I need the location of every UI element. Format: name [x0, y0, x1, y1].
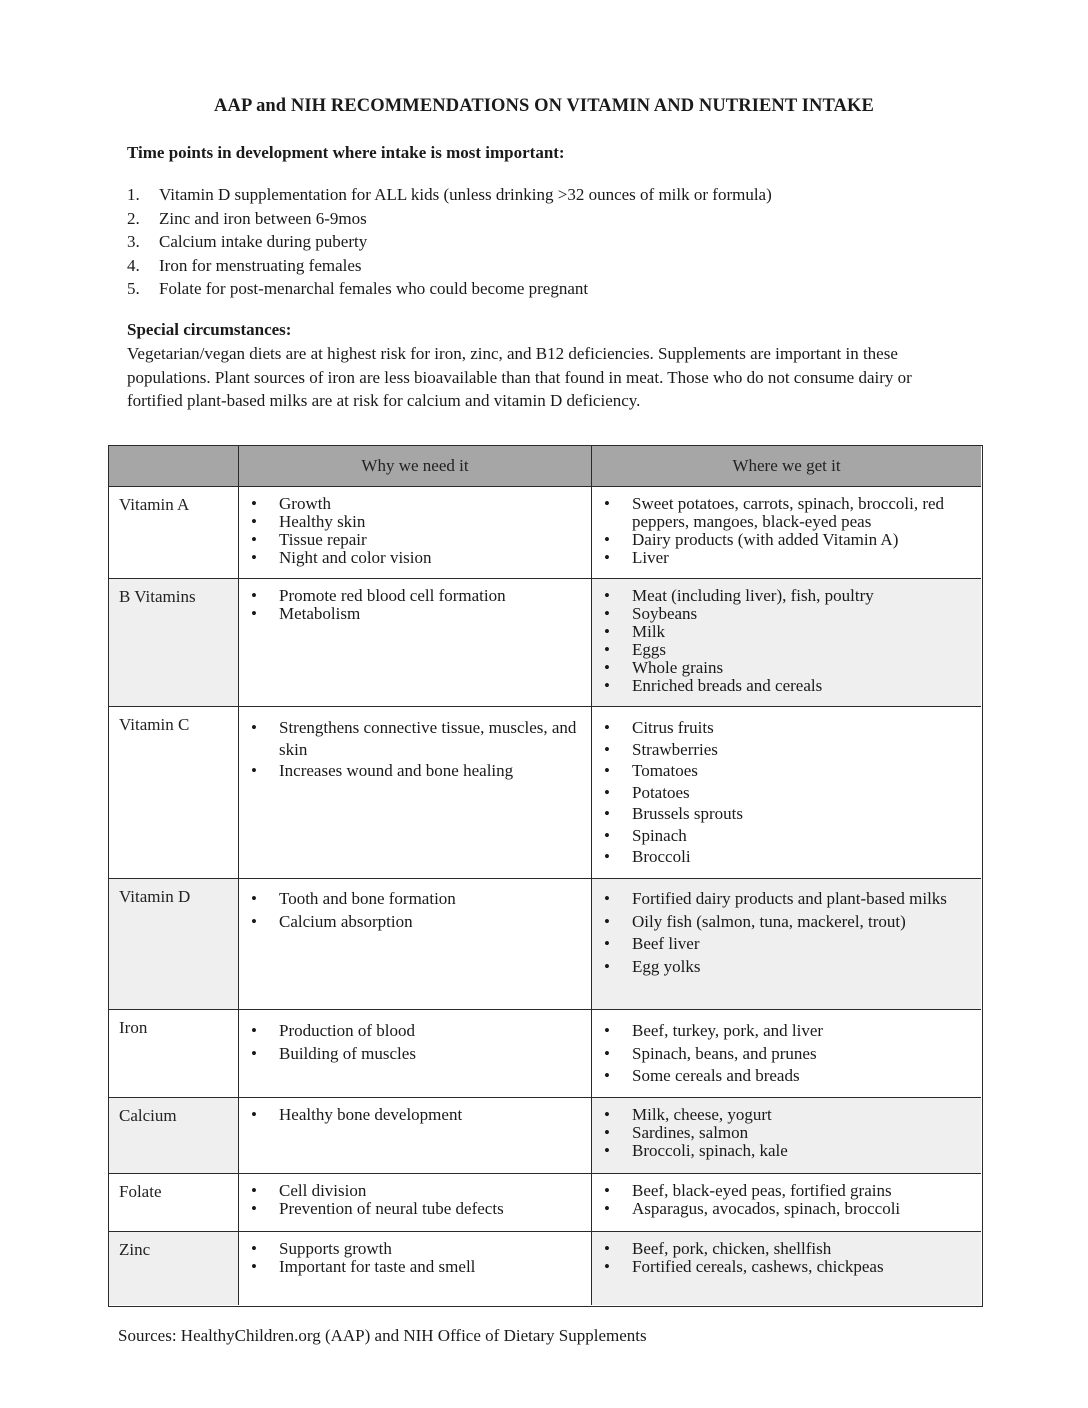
sources-footer: Sources: HealthyChildren.org (AAP) and NIH Office of Dietary Supplements	[118, 1326, 647, 1345]
list-item: • Spinach	[632, 825, 971, 847]
list-number: 2.	[127, 208, 140, 228]
why-cell	[239, 1098, 592, 1173]
special-circumstances-text: Vegetarian/vegan diets are at highest risk for iron, zinc, and B12 deficiencies. Supplements are important in these populations. Plant sources of iron are less bioavailable than that found in meat. Those who do not consume dairy or fortified plant-based milks are at risk for calcium and vitamin D deficiency.	[127, 344, 912, 410]
list-text: Zinc and iron between 6-9mos	[159, 208, 367, 228]
where-cell	[592, 879, 981, 1009]
where-cell	[592, 707, 981, 878]
list-item: • Tomatoes	[632, 760, 971, 782]
page-title: AAP and NIH RECOMMENDATIONS ON VITAMIN AND NUTRIENT INTAKE	[214, 96, 874, 116]
list-item: • Healthy bone development	[279, 1106, 581, 1124]
list-text: Vitamin D supplementation for ALL kids (unless drinking >32 ounces of milk or formula)	[159, 185, 772, 204]
table-header-blank	[109, 446, 239, 486]
why-cell	[239, 707, 592, 878]
list-text: Calcium intake during puberty	[159, 232, 368, 251]
list-item: • Building of muscles	[279, 1043, 581, 1066]
where-cell	[592, 579, 981, 706]
why-cell	[239, 1232, 592, 1305]
list-number: 4.	[127, 255, 140, 275]
list-number: 1.	[127, 185, 140, 204]
table-row	[109, 878, 981, 1009]
list-item: • Supports growth	[279, 1240, 581, 1258]
where-cell	[592, 1010, 981, 1097]
nutrient-name: Vitamin A	[109, 487, 239, 578]
list-item: • Asparagus, avocados, spinach, broccoli	[632, 1200, 971, 1218]
table-header-row	[109, 446, 981, 486]
list-item: • Increases wound and bone healing	[279, 760, 581, 782]
list-item: • Beef, black-eyed peas, fortified grains	[632, 1182, 971, 1200]
list-number: 3.	[127, 232, 140, 251]
where-cell	[592, 1232, 981, 1305]
why-cell	[239, 879, 592, 1009]
list-item: • Enriched breads and cereals	[632, 677, 971, 695]
timepoints-heading: Time points in development where intake is most important:	[127, 143, 565, 162]
table-row	[109, 1009, 981, 1097]
list-item: • Beef, pork, chicken, shellfish	[632, 1240, 971, 1258]
list-item: • Fortified cereals, cashews, chickpeas	[632, 1258, 971, 1276]
list-item: • Healthy skin	[279, 513, 581, 531]
list-item	[127, 230, 772, 254]
list-item: • Strawberries	[632, 739, 971, 761]
nutrient-name: B Vitamins	[109, 579, 239, 706]
list-item: • Strengthens connective tissue, muscles, and skin	[279, 717, 581, 760]
list-item: • Production of blood	[279, 1020, 581, 1043]
special-circumstances-heading: Special circumstances:	[127, 320, 292, 339]
table-row	[109, 1173, 981, 1231]
table-header-where: Where we get it	[732, 456, 841, 475]
list-item: • Brussels sprouts	[632, 803, 971, 825]
table-row	[109, 578, 981, 706]
list-item: • Meat (including liver), fish, poultry	[632, 587, 971, 605]
list-item: • Eggs	[632, 641, 971, 659]
table-row	[109, 706, 981, 878]
list-item	[127, 277, 772, 301]
list-item: • Tissue repair	[279, 531, 581, 549]
list-item: • Beef liver	[632, 933, 971, 956]
list-item: • Growth	[279, 495, 581, 513]
list-item: • Calcium absorption	[279, 911, 581, 934]
list-item	[127, 254, 772, 278]
where-cell	[592, 1098, 981, 1173]
list-item: • Fortified dairy products and plant-based milks	[632, 888, 971, 911]
list-item: • Sardines, salmon	[632, 1124, 971, 1142]
list-item: • Promote red blood cell formation	[279, 587, 581, 605]
where-cell	[592, 1174, 981, 1231]
nutrient-name: Vitamin C	[109, 707, 239, 878]
list-item: • Spinach, beans, and prunes	[632, 1043, 971, 1066]
nutrient-table	[108, 445, 983, 1307]
list-item: • Liver	[632, 549, 971, 567]
list-item: • Broccoli	[632, 846, 971, 868]
list-item: • Some cereals and breads	[632, 1065, 971, 1088]
list-item: • Milk, cheese, yogurt	[632, 1106, 971, 1124]
table-row	[109, 486, 981, 578]
list-item: • Whole grains	[632, 659, 971, 677]
where-cell	[592, 487, 981, 578]
list-item: • Potatoes	[632, 782, 971, 804]
list-item: • Important for taste and smell	[279, 1258, 581, 1276]
list-item: • Dairy products (with added Vitamin A)	[632, 531, 971, 549]
list-text: Folate for post-menarchal females who could become pregnant	[159, 279, 589, 298]
timepoints-list	[127, 183, 772, 301]
nutrient-name: Calcium	[109, 1098, 239, 1173]
nutrient-name: Iron	[109, 1010, 239, 1097]
list-item: • Metabolism	[279, 605, 581, 623]
list-item: • Beef, turkey, pork, and liver	[632, 1020, 971, 1043]
table-header-why: Why we need it	[239, 446, 592, 486]
table-row	[109, 1097, 981, 1173]
table-row	[109, 1231, 981, 1305]
list-item: • Sweet potatoes, carrots, spinach, broccoli, red peppers, mangoes, black-eyed peas	[632, 495, 971, 531]
list-item: • Cell division	[279, 1182, 581, 1200]
why-cell	[239, 1010, 592, 1097]
nutrient-name: Folate	[109, 1174, 239, 1231]
nutrient-name: Zinc	[109, 1232, 239, 1305]
list-item: • Prevention of neural tube defects	[279, 1200, 581, 1218]
list-item	[127, 207, 772, 231]
list-item	[127, 183, 772, 207]
list-text: Iron for menstruating females	[159, 255, 362, 275]
list-item: • Soybeans	[632, 605, 971, 623]
list-item: • Tooth and bone formation	[279, 888, 581, 911]
list-item: • Milk	[632, 623, 971, 641]
list-item: • Broccoli, spinach, kale	[632, 1142, 971, 1160]
list-item: • Egg yolks	[632, 956, 971, 979]
why-cell	[239, 487, 592, 578]
why-cell	[239, 579, 592, 706]
list-item: • Citrus fruits	[632, 717, 971, 739]
list-number: 5.	[127, 279, 140, 298]
list-item: • Oily fish (salmon, tuna, mackerel, trout)	[632, 911, 971, 934]
list-item: • Night and color vision	[279, 549, 581, 567]
why-cell	[239, 1174, 592, 1231]
nutrient-name: Vitamin D	[109, 879, 239, 1009]
